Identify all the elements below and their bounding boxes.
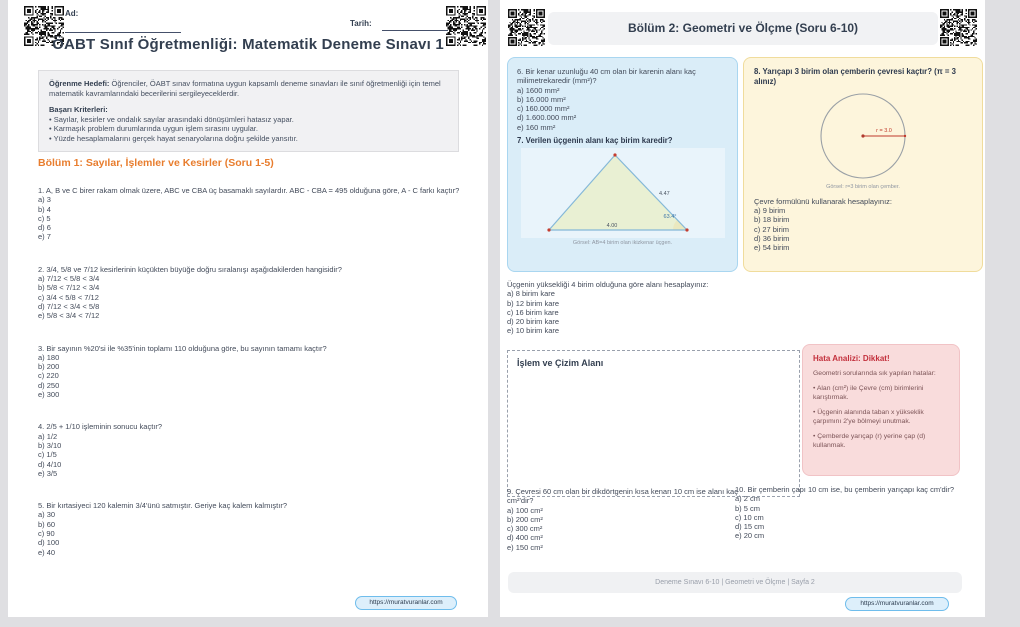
answer-option: e) 5/8 < 3/4 < 7/12 — [38, 311, 100, 321]
answer-option: e) 10 birim kare — [507, 326, 560, 336]
answer-option: e) 3/5 — [38, 468, 58, 478]
section-2-title: Bölüm 2: Geometri ve Ölçme (Soru 6-10) — [548, 12, 938, 45]
circle-figure — [763, 90, 963, 182]
question-9 — [507, 487, 739, 552]
question-text: 6. Bir kenar uzunluğu 40 cm olan bir karenin alanı kaç milimetrekaredir (mm²)? — [517, 67, 696, 86]
criteria-bullet: • Yüzde hesaplamalarını gerçek hayat senaryolarına doğru şekilde yansıtır. — [49, 133, 298, 143]
answer-option: b) 16.000 mm² — [517, 94, 566, 104]
figure-caption: Görsel: AB=4 birim olan ikizkenar üçgen. — [572, 240, 673, 247]
question-text: Üçgenin yüksekliği 4 birim olduğuna göre alanı hesaplayınız: — [507, 280, 709, 289]
exam-page-1 — [8, 0, 488, 617]
question-text: 3. Bir sayının %20'si ile %35'inin toplamı 110 olduğuna göre, bu sayının tamamı kaçtır? — [38, 343, 327, 353]
answer-option: b) 5 cm — [735, 503, 761, 513]
question-4 — [38, 422, 460, 478]
answer-option: b) 5/8 < 7/12 < 3/4 — [38, 283, 100, 293]
question-10 — [735, 485, 987, 541]
answer-option: b) 200 cm² — [507, 514, 543, 524]
qr-code — [508, 9, 545, 46]
answer-option: e) 7 — [38, 232, 51, 242]
center-dot — [861, 134, 864, 137]
qr-code — [940, 9, 977, 46]
figure-caption: Görsel: r=3 birim olan çember. — [826, 183, 900, 190]
question-text: 2. 3/4, 5/8 ve 7/12 kesirlerinin küçükten büyüğe doğru sıralanışı aşağıdakilerden hangisidir? — [38, 264, 342, 274]
error-analysis-item: • Üçgenin alanında taban x yükseklik çarpımını 2'ye bölmeyi unutmak. — [813, 409, 924, 425]
work-area-title: İşlem ve Çizim Alanı — [517, 358, 604, 368]
answer-option: b) 18 birim — [754, 215, 790, 225]
error-analysis-item: • Çemberde yarıçap (r) yerine çap (d) kullanmak. — [813, 433, 926, 449]
vertex-dot — [685, 229, 688, 232]
answer-option: a) 8 birim kare — [507, 289, 555, 299]
question-text: 4. 2/5 + 1/10 işleminin sonucu kaçtır? — [38, 422, 163, 432]
question-2 — [38, 265, 460, 321]
website-link[interactable]: https://muratvuranlar.com — [845, 597, 949, 611]
answer-option: c) 3/4 < 5/8 < 7/12 — [38, 292, 99, 302]
answer-option: a) 2 cm — [735, 494, 761, 504]
answer-option: a) 9 birim — [754, 206, 786, 216]
answer-option: a) 100 cm² — [507, 505, 543, 515]
objective-line — [49, 79, 448, 98]
question-7-options — [507, 280, 738, 336]
answer-option: d) 7/12 < 3/4 < 5/8 — [38, 301, 100, 311]
answer-option: c) 300 cm² — [507, 524, 543, 534]
question-6-7-box — [507, 57, 738, 272]
answer-option: a) 180 — [38, 352, 60, 362]
question-text: 9. Çevresi 60 cm olan bir dikdörtgenin kısa kenarı 10 cm ise alanı kaç cm²'dir? — [507, 487, 738, 506]
answer-option: d) 100 — [38, 538, 60, 548]
name-field-label: Ad: — [65, 9, 79, 18]
section-1-title: Bölüm 1: Sayılar, İşlemler ve Kesirler (Soru 1-5) — [38, 157, 274, 169]
answer-option: a) 7/12 < 5/8 < 3/4 — [38, 274, 100, 284]
objective-text: Öğrenciler, ÖABT sınav formatına uygun kapsamlı deneme sınavları ile sınıf öğretmenliği için temel matematik kavramlarındaki becerilerini sergileyeceklerdir. — [49, 79, 441, 98]
answer-option: e) 40 — [38, 547, 56, 557]
page-title: ÖABT Sınıf Öğretmenliği: Matematik Deneme Sınavı 1 — [52, 36, 444, 53]
date-field-label: Tarih: — [350, 19, 372, 28]
question-8-box — [743, 57, 983, 272]
question-5 — [38, 501, 460, 557]
error-analysis-item: • Alan (cm²) ile Çevre (cm) birimlerini karıştırmak. — [813, 385, 924, 401]
answer-option: b) 12 birim kare — [507, 298, 560, 308]
page-footer: Deneme Sınavı 6-10 | Geometri ve Ölçme | Sayfa 2 — [508, 572, 962, 593]
answer-option: b) 3/10 — [38, 440, 62, 450]
answer-option: b) 200 — [38, 362, 60, 372]
triangle-figure — [521, 148, 725, 238]
angle-label: 63.4° — [663, 214, 676, 221]
answer-option: d) 20 birim kare — [507, 317, 560, 327]
name-field-line — [65, 32, 181, 33]
question-text: 5. Bir kırtasiyeci 120 kalemin 3/4'ünü satmıştır. Geriye kaç kalem kalmıştır? — [38, 501, 288, 511]
answer-option: d) 36 birim — [754, 234, 790, 244]
answer-option: c) 10 cm — [735, 512, 764, 522]
question-text: 7. Verilen üçgenin alanı kaç birim karedir? — [517, 136, 673, 146]
question-1 — [38, 186, 460, 242]
date-field-line — [382, 30, 448, 31]
answer-option: c) 220 — [38, 371, 59, 381]
answer-option: e) 300 — [38, 390, 60, 400]
answer-option: c) 5 — [38, 213, 51, 223]
answer-option: d) 250 — [38, 380, 60, 390]
answer-option: e) 54 birim — [754, 243, 790, 253]
exam-page-2 — [500, 0, 985, 617]
vertex-dot — [613, 154, 616, 157]
answer-option: c) 90 — [38, 529, 55, 539]
side-length-label: 4.47 — [658, 191, 670, 198]
question-3 — [38, 344, 460, 400]
objective-label: Öğrenme Hedefi: — [49, 79, 110, 88]
answer-option: d) 6 — [38, 223, 51, 233]
website-link[interactable]: https://muratvuranlar.com — [355, 596, 457, 610]
answer-option: a) 30 — [38, 510, 56, 520]
answer-option: d) 4/10 — [38, 459, 62, 469]
answer-option: c) 16 birim kare — [507, 307, 559, 317]
base-length-label: 4.00 — [606, 223, 617, 230]
radius-end-dot — [904, 134, 906, 136]
answer-option: d) 400 cm² — [507, 533, 543, 543]
answer-option: d) 1.600.000 mm² — [517, 113, 577, 123]
criteria-bullet: • Sayılar, kesirler ve ondalık sayılar arasındaki dönüşümleri hatasız yapar. — [49, 114, 294, 124]
answer-option: d) 15 cm — [735, 522, 765, 532]
question-text: 1. A, B ve C birer rakam olmak üzere, ABC ve CBA üç basamaklı sayılardır. ABC - CBA = 495 olduğuna göre, A - C farkı kaçtır? — [38, 186, 460, 195]
answer-option: e) 20 cm — [735, 531, 765, 541]
answer-option: a) 3 — [38, 195, 51, 205]
vertex-dot — [547, 229, 550, 232]
learning-objective-box — [38, 70, 459, 152]
answer-option: c) 1/5 — [38, 450, 57, 460]
answer-option: a) 1/2 — [38, 431, 58, 441]
work-drawing-area — [507, 350, 800, 497]
answer-option: c) 27 birim — [754, 224, 790, 234]
radius-label: r = 3.0 — [876, 127, 892, 134]
answer-option: e) 160 mm² — [517, 122, 556, 132]
answer-option: b) 60 — [38, 519, 56, 529]
answer-option: e) 150 cm² — [507, 542, 543, 552]
question-text: Çevre formülünü kullanarak hesaplayınız: — [754, 196, 892, 206]
error-analysis-intro: Geometri sorularında sık yapılan hatalar: — [813, 370, 936, 377]
question-text: 8. Yarıçapı 3 birim olan çemberin çevresi kaçtır? (π = 3 alınız) — [754, 67, 956, 86]
error-analysis-title: Hata Analizi: Dikkat! — [813, 354, 890, 363]
answer-option: a) 1600 mm² — [517, 85, 560, 95]
answer-option: b) 4 — [38, 204, 51, 214]
criteria-bullet: • Karmaşık problem durumlarında uygun işlem sırasını uygular. — [49, 124, 258, 133]
question-list — [38, 186, 460, 580]
error-analysis-box — [802, 344, 960, 476]
criteria-label: Başarı Kriterleri: — [49, 105, 108, 114]
question-text: 10. Bir çemberin çapı 10 cm ise, bu çemberin yarıçapı kaç cm'dir? — [735, 485, 955, 494]
answer-option: c) 160.000 mm² — [517, 104, 570, 114]
